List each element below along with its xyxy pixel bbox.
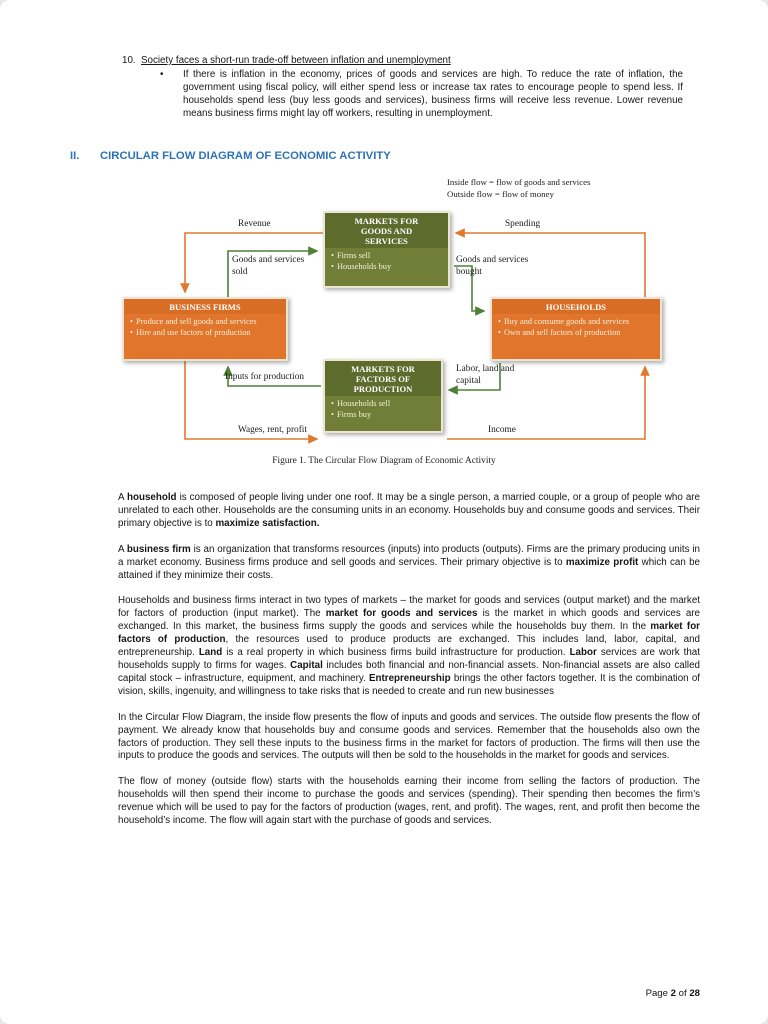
list-item-number: 10. bbox=[122, 55, 136, 66]
list-item-10 bbox=[122, 54, 683, 120]
bullet-icon: • bbox=[331, 262, 334, 271]
box-bullets bbox=[124, 314, 286, 342]
circular-flow-diagram bbox=[120, 176, 675, 450]
list-item-bullet bbox=[122, 68, 683, 120]
paragraph-inside-flow: In the Circular Flow Diagram, the inside flow presents the flow of inputs and goods and services. The outside flow presents the flow of payment. We already know that households buy and consume goods and services. Remember that the households also own the factors of production. They sell these inputs to the business firms in the market for factors of production. The firms will then use the inputs to produce the goods and services. The outputs will then be sold to the households in the market for goods and services. bbox=[118, 711, 700, 762]
box-title: MARKETS FOR GOODS AND SERVICES bbox=[325, 213, 448, 248]
markets-goods-services-box bbox=[323, 211, 450, 288]
paragraph-markets: Households and business firms interact in two types of markets – the market for goods and services (output market) and the market for factors of production (input market). The market for goods and services is the market in which goods and services are exchanged. In this market, the business firms supply the goods and services while the households buy them. In the market for factors of production, the resources used to produce products are exchanged. This includes land, labor, capital, and entrepreneurship. Land is a real property in which business firms build infrastructure for production. Labor services are work that households supply to firms for wages. Capital includes both financial and non-financial assets. Non-financial assets are also called capital stock – infrastructure, equipment, and machinery. Entrepreneurship brings the other factors together. It is the combination of vision, skills, ingenuity, and willingness to take risks that is needed to create and run new businesses bbox=[118, 595, 701, 697]
markets-factors-production-box bbox=[323, 359, 443, 433]
households-box bbox=[490, 297, 662, 361]
flow-label-income: Income bbox=[488, 425, 516, 435]
list-item-10-heading bbox=[122, 54, 683, 67]
body-text bbox=[118, 492, 700, 841]
bullet-icon: • bbox=[331, 399, 334, 408]
box-bullet: Own and sell factors of production bbox=[503, 328, 621, 337]
business-firms-box bbox=[122, 297, 288, 361]
figure-caption: Figure 1. The Circular Flow Diagram of Economic Activity bbox=[272, 456, 496, 466]
box-bullets bbox=[325, 248, 448, 276]
bullet-icon: • bbox=[331, 410, 334, 419]
flow-label-labor: Labor, land and capital bbox=[456, 364, 515, 386]
box-bullet: Households sell bbox=[336, 399, 391, 408]
diagram-legend bbox=[447, 176, 590, 200]
section-heading bbox=[70, 150, 690, 162]
bullet-text: If there is inflation in the economy, prices of goods and services are high. To reduce the rate of inflation, the government using fiscal policy, will either spend less or increase tax rates to encourage people to spend less. If households spend less (buy less goods and services), business firms will receive less revenue. Lower revenue means business firms might lay off workers, resulting in unemployment. bbox=[183, 69, 683, 119]
paragraph-household: A household is composed of people living under one roof. It may be a single person, a married couple, or a group of people who are unrelated to each other. Households are the consuming units in an economy. Households buy and consume goods and services. Their primary objective is to maximize satisfaction. bbox=[118, 492, 700, 529]
flow-label-inputs: Inputs for production bbox=[225, 372, 305, 382]
bullet-icon: • bbox=[160, 69, 164, 80]
list-item-title: Society faces a short-run trade-off between inflation and unemployment bbox=[141, 55, 451, 66]
bullet-icon: • bbox=[130, 328, 133, 337]
legend-inside-flow: Inside flow = flow of goods and services bbox=[447, 177, 591, 187]
flow-label-spending: Spending bbox=[505, 219, 541, 229]
section-numeral: II. bbox=[70, 150, 80, 162]
box-title: HOUSEHOLDS bbox=[492, 299, 660, 314]
bullet-icon: • bbox=[331, 251, 334, 260]
bullet-icon: • bbox=[130, 317, 133, 326]
box-bullet: Firms sell bbox=[336, 251, 371, 260]
box-title: BUSINESS FIRMS bbox=[124, 299, 286, 314]
box-bullet: Households buy bbox=[336, 262, 392, 271]
legend-outside-flow: Outside flow = flow of money bbox=[447, 189, 554, 199]
section-title: CIRCULAR FLOW DIAGRAM OF ECONOMIC ACTIVITY bbox=[100, 150, 391, 162]
flow-label-wages: Wages, rent, profit bbox=[238, 425, 307, 435]
box-bullet: Firms buy bbox=[336, 410, 372, 419]
bullet-icon: • bbox=[498, 317, 501, 326]
box-bullet: Hire and use factors of production bbox=[135, 328, 251, 337]
page-number-footer: Page 2 of 28 bbox=[645, 988, 700, 999]
box-bullet: Buy and consume goods and services bbox=[503, 317, 630, 326]
paragraph-business-firm: A business firm is an organization that transforms resources (inputs) into products (outputs). Firms are the primary producing units in a market economy. Business firms produce and sell goods and services. Their primary objective is to maximize profit which can be attained if they minimize their costs. bbox=[118, 543, 701, 581]
box-title: MARKETS FOR FACTORS OF PRODUCTION bbox=[325, 361, 441, 396]
bullet-icon: • bbox=[498, 328, 501, 337]
flow-label-goods-bought: Goods and services bought bbox=[456, 255, 529, 277]
paragraph-money-flow: The flow of money (outside flow) starts with the households earning their income from selling the factors of production. The households will then spend their income to purchase the goods and services (spending). Their spending then becomes the firm’s revenue which will be used to pay for the factors of production (wages, rent, and profit). The wages, rent, and profit then become the household’s income. The flow will again start with the purchase of goods and services. bbox=[118, 776, 700, 827]
box-bullets bbox=[492, 314, 660, 342]
flow-label-revenue: Revenue bbox=[238, 219, 271, 229]
flow-label-goods-sold: Goods and services sold bbox=[232, 255, 305, 277]
box-bullets bbox=[325, 396, 441, 424]
box-bullet: Produce and sell goods and services bbox=[135, 317, 257, 326]
